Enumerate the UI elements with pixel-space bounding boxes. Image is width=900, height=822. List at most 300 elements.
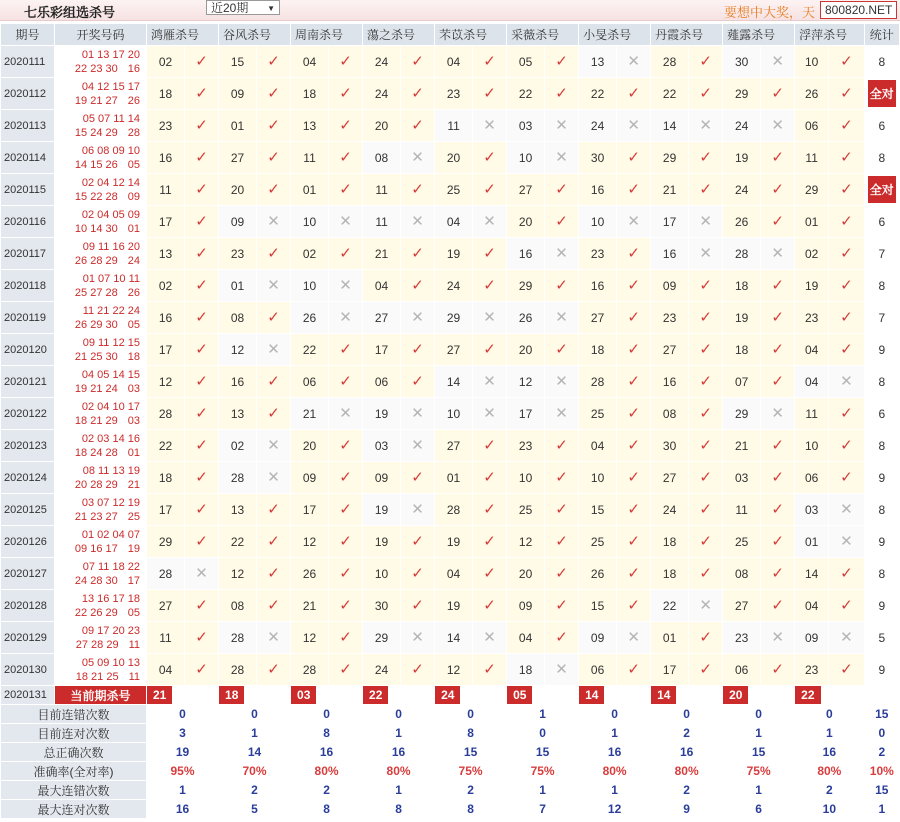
cross-icon: ✕ bbox=[761, 622, 795, 654]
spacer-cell bbox=[689, 686, 723, 705]
kill-number-cell: 26 bbox=[291, 302, 329, 334]
stat-value: 80% bbox=[579, 762, 651, 781]
kill-number-cell: 19 bbox=[435, 526, 473, 558]
check-icon: ✓ bbox=[689, 430, 723, 462]
kill-number-cell: 02 bbox=[795, 238, 829, 270]
cross-icon: ✕ bbox=[473, 302, 507, 334]
kill-number-cell: 29 bbox=[147, 526, 185, 558]
special-number: 03 bbox=[127, 382, 140, 395]
kill-number-cell: 29 bbox=[723, 78, 761, 110]
count-cell: 9 bbox=[864, 590, 899, 622]
cross-icon: ✕ bbox=[829, 622, 864, 654]
check-icon: ✓ bbox=[761, 206, 795, 238]
stat-total: 1 bbox=[864, 800, 899, 819]
check-icon: ✓ bbox=[617, 526, 651, 558]
draw-numbers-cell bbox=[55, 174, 147, 206]
spacer-cell bbox=[617, 686, 651, 705]
check-icon: ✓ bbox=[473, 334, 507, 366]
check-icon: ✓ bbox=[473, 174, 507, 206]
check-icon: ✓ bbox=[617, 558, 651, 590]
stat-value: 1 bbox=[579, 781, 651, 800]
cross-icon: ✕ bbox=[829, 366, 864, 398]
kill-number-cell: 18 bbox=[723, 334, 761, 366]
column-header: 芣苡杀号 bbox=[435, 24, 507, 46]
kill-number-cell: 03 bbox=[723, 462, 761, 494]
kill-number-cell: 10 bbox=[507, 142, 545, 174]
special-number: 05 bbox=[127, 318, 140, 331]
kill-number-cell: 01 bbox=[291, 174, 329, 206]
stat-value: 0 bbox=[723, 705, 795, 724]
kill-number-cell: 19 bbox=[723, 302, 761, 334]
stat-value: 1 bbox=[363, 781, 435, 800]
period-cell: 2020125 bbox=[1, 494, 55, 526]
kill-number-cell: 18 bbox=[507, 654, 545, 686]
spacer-cell bbox=[473, 686, 507, 705]
kill-number-cell: 01 bbox=[219, 270, 257, 302]
count-cell bbox=[864, 78, 899, 110]
spacer-cell bbox=[545, 686, 579, 705]
cross-icon: ✕ bbox=[689, 110, 723, 142]
count-cell: 9 bbox=[864, 526, 899, 558]
cross-icon: ✕ bbox=[473, 622, 507, 654]
cross-icon: ✕ bbox=[617, 110, 651, 142]
brand-badge[interactable]: 800820.NET bbox=[820, 1, 897, 19]
check-icon: ✓ bbox=[329, 142, 363, 174]
stat-value: 1 bbox=[363, 724, 435, 743]
current-kill-badge: 05 bbox=[507, 686, 532, 704]
period-cell: 2020115 bbox=[1, 174, 55, 206]
draw-numbers-cell bbox=[55, 654, 147, 686]
special-number: 01 bbox=[127, 446, 140, 459]
check-icon: ✓ bbox=[401, 462, 435, 494]
kill-number-cell: 19 bbox=[363, 526, 401, 558]
period-cell: 2020128 bbox=[1, 590, 55, 622]
check-icon: ✓ bbox=[257, 110, 291, 142]
check-icon: ✓ bbox=[761, 654, 795, 686]
special-number: 26 bbox=[127, 286, 140, 299]
check-icon: ✓ bbox=[329, 366, 363, 398]
kill-number-cell: 27 bbox=[219, 142, 257, 174]
check-icon: ✓ bbox=[689, 334, 723, 366]
stat-total: 15 bbox=[864, 781, 899, 800]
period-cell: 2020124 bbox=[1, 462, 55, 494]
column-header: 薤露杀号 bbox=[723, 24, 795, 46]
kill-number-cell: 27 bbox=[579, 302, 617, 334]
kill-number-cell: 17 bbox=[147, 206, 185, 238]
stat-value: 0 bbox=[147, 705, 219, 724]
stat-value: 0 bbox=[219, 705, 291, 724]
count-cell: 8 bbox=[864, 270, 899, 302]
column-header: 开奖号码 bbox=[55, 24, 147, 46]
check-icon: ✓ bbox=[829, 78, 864, 110]
kill-number-cell: 01 bbox=[651, 622, 689, 654]
stat-value: 2 bbox=[291, 781, 363, 800]
count-cell bbox=[864, 174, 899, 206]
kill-number-cell: 22 bbox=[651, 590, 689, 622]
kill-number-cell: 12 bbox=[435, 654, 473, 686]
stat-row bbox=[1, 762, 900, 781]
cross-icon: ✕ bbox=[401, 398, 435, 430]
stat-value: 75% bbox=[723, 762, 795, 781]
check-icon: ✓ bbox=[761, 302, 795, 334]
draw-numbers-cell bbox=[55, 494, 147, 526]
draw-line bbox=[55, 638, 140, 652]
check-icon: ✓ bbox=[689, 558, 723, 590]
count-cell: 8 bbox=[864, 142, 899, 174]
count-cell: 6 bbox=[864, 206, 899, 238]
kill-number-cell: 15 bbox=[579, 494, 617, 526]
check-icon: ✓ bbox=[617, 270, 651, 302]
stat-value: 2 bbox=[435, 781, 507, 800]
table-row bbox=[1, 398, 900, 430]
special-number: 05 bbox=[127, 606, 140, 619]
table-row bbox=[1, 462, 900, 494]
draw-line bbox=[55, 606, 140, 620]
kill-number-cell: 16 bbox=[651, 238, 689, 270]
current-kill-number bbox=[435, 686, 473, 705]
column-header: 蕩之杀号 bbox=[363, 24, 435, 46]
kill-number-cell: 01 bbox=[795, 526, 829, 558]
kill-number-cell: 10 bbox=[795, 46, 829, 78]
check-icon: ✓ bbox=[329, 46, 363, 78]
kill-number-cell: 09 bbox=[291, 462, 329, 494]
special-number: 25 bbox=[127, 510, 140, 523]
check-icon: ✓ bbox=[545, 526, 579, 558]
check-icon: ✓ bbox=[689, 494, 723, 526]
kill-number-cell: 20 bbox=[363, 110, 401, 142]
kill-number-cell: 26 bbox=[507, 302, 545, 334]
check-icon: ✓ bbox=[329, 526, 363, 558]
cross-icon: ✕ bbox=[761, 46, 795, 78]
current-kill-badge: 14 bbox=[579, 686, 604, 704]
check-icon: ✓ bbox=[545, 46, 579, 78]
current-kill-badge: 24 bbox=[435, 686, 460, 704]
check-icon: ✓ bbox=[257, 558, 291, 590]
kill-number-cell: 19 bbox=[435, 590, 473, 622]
draw-main: 14 15 26 bbox=[74, 158, 118, 171]
current-period-row bbox=[1, 686, 900, 705]
check-icon: ✓ bbox=[689, 398, 723, 430]
check-icon: ✓ bbox=[401, 654, 435, 686]
check-icon: ✓ bbox=[185, 110, 219, 142]
kill-number-cell: 27 bbox=[147, 590, 185, 622]
draw-line bbox=[55, 350, 140, 364]
stat-value: 5 bbox=[219, 800, 291, 819]
kill-number-cell: 29 bbox=[651, 142, 689, 174]
check-icon: ✓ bbox=[257, 526, 291, 558]
draw-numbers-cell bbox=[55, 462, 147, 494]
kill-number-cell: 25 bbox=[435, 174, 473, 206]
check-icon: ✓ bbox=[829, 270, 864, 302]
cross-icon: ✕ bbox=[545, 110, 579, 142]
kill-number-cell: 30 bbox=[363, 590, 401, 622]
draw-line: 02 04 10 17 bbox=[81, 400, 140, 413]
check-icon: ✓ bbox=[401, 174, 435, 206]
draw-line: 01 02 04 07 bbox=[81, 528, 140, 541]
check-icon: ✓ bbox=[329, 110, 363, 142]
draw-main: 10 14 30 bbox=[74, 222, 118, 235]
table-row bbox=[1, 302, 900, 334]
kill-number-cell: 21 bbox=[291, 590, 329, 622]
column-header: 小旻杀号 bbox=[579, 24, 651, 46]
cross-icon: ✕ bbox=[401, 494, 435, 526]
draw-line bbox=[55, 222, 140, 236]
check-icon: ✓ bbox=[829, 430, 864, 462]
kill-number-cell: 16 bbox=[507, 238, 545, 270]
stat-value: 8 bbox=[363, 800, 435, 819]
table-row bbox=[1, 622, 900, 654]
current-kill-badge: 22 bbox=[363, 686, 388, 704]
stat-total: 0 bbox=[864, 724, 899, 743]
check-icon: ✓ bbox=[329, 334, 363, 366]
kill-number-cell: 13 bbox=[579, 46, 617, 78]
stat-value: 0 bbox=[579, 705, 651, 724]
kill-number-cell: 13 bbox=[219, 398, 257, 430]
stat-label: 总正确次数 bbox=[1, 743, 147, 762]
current-kill-number bbox=[291, 686, 329, 705]
column-header: 周南杀号 bbox=[291, 24, 363, 46]
draw-line bbox=[55, 190, 140, 204]
kill-number-cell: 11 bbox=[363, 174, 401, 206]
draw-line bbox=[55, 94, 140, 108]
kill-number-cell: 16 bbox=[219, 366, 257, 398]
stat-value: 15 bbox=[723, 743, 795, 762]
draw-main: 26 29 30 bbox=[74, 318, 118, 331]
count-cell: 5 bbox=[864, 622, 899, 654]
check-icon: ✓ bbox=[829, 398, 864, 430]
special-number: 16 bbox=[127, 62, 140, 75]
stat-value: 6 bbox=[723, 800, 795, 819]
check-icon: ✓ bbox=[185, 142, 219, 174]
stat-value: 19 bbox=[147, 743, 219, 762]
draw-main: 27 28 29 bbox=[75, 638, 119, 651]
kill-number-cell: 02 bbox=[219, 430, 257, 462]
cross-icon: ✕ bbox=[257, 462, 291, 494]
cross-icon: ✕ bbox=[545, 142, 579, 174]
draw-main: 24 28 30 bbox=[74, 574, 118, 587]
kill-number-cell: 16 bbox=[147, 142, 185, 174]
stat-value: 1 bbox=[147, 781, 219, 800]
kill-number-cell: 01 bbox=[219, 110, 257, 142]
kill-number-cell: 12 bbox=[291, 526, 329, 558]
kill-number-cell: 19 bbox=[795, 270, 829, 302]
kill-number-cell: 08 bbox=[723, 558, 761, 590]
kill-number-cell: 21 bbox=[291, 398, 329, 430]
check-icon: ✓ bbox=[617, 302, 651, 334]
kill-number-cell: 28 bbox=[291, 654, 329, 686]
period-cell: 2020122 bbox=[1, 398, 55, 430]
check-icon: ✓ bbox=[617, 366, 651, 398]
kill-number-cell: 06 bbox=[363, 366, 401, 398]
special-number: 11 bbox=[128, 670, 140, 683]
period-cell: 2020130 bbox=[1, 654, 55, 686]
chevron-down-icon: ▼ bbox=[267, 4, 275, 13]
check-icon: ✓ bbox=[185, 302, 219, 334]
draw-line bbox=[55, 670, 140, 684]
check-icon: ✓ bbox=[185, 238, 219, 270]
draw-main: 26 28 29 bbox=[74, 254, 118, 267]
kill-number-cell: 22 bbox=[291, 334, 329, 366]
cross-icon: ✕ bbox=[401, 206, 435, 238]
cross-icon: ✕ bbox=[689, 206, 723, 238]
draw-line bbox=[55, 286, 140, 300]
check-icon: ✓ bbox=[761, 78, 795, 110]
check-icon: ✓ bbox=[185, 46, 219, 78]
check-icon: ✓ bbox=[473, 238, 507, 270]
check-icon: ✓ bbox=[761, 558, 795, 590]
stat-value: 7 bbox=[507, 800, 579, 819]
kill-number-cell: 24 bbox=[579, 110, 617, 142]
kill-number-cell: 28 bbox=[723, 238, 761, 270]
kill-number-cell: 25 bbox=[579, 526, 617, 558]
stat-value: 75% bbox=[507, 762, 579, 781]
column-header: 丹霞杀号 bbox=[651, 24, 723, 46]
check-icon: ✓ bbox=[329, 78, 363, 110]
draw-numbers-cell bbox=[55, 590, 147, 622]
check-icon: ✓ bbox=[257, 654, 291, 686]
kill-number-cell: 09 bbox=[579, 622, 617, 654]
stat-value: 15 bbox=[435, 743, 507, 762]
check-icon: ✓ bbox=[257, 398, 291, 430]
check-icon: ✓ bbox=[473, 46, 507, 78]
draw-line bbox=[55, 414, 140, 428]
check-icon: ✓ bbox=[185, 430, 219, 462]
kill-number-cell: 10 bbox=[363, 558, 401, 590]
kill-number-cell: 23 bbox=[507, 430, 545, 462]
draw-main: 25 27 28 bbox=[74, 286, 118, 299]
current-kill-number bbox=[795, 686, 829, 705]
check-icon: ✓ bbox=[185, 654, 219, 686]
kill-number-cell: 26 bbox=[291, 558, 329, 590]
column-header: 谷风杀号 bbox=[219, 24, 291, 46]
kill-number-cell: 07 bbox=[723, 366, 761, 398]
draw-numbers-cell bbox=[55, 558, 147, 590]
kill-number-cell: 06 bbox=[291, 366, 329, 398]
period-range-select[interactable] bbox=[206, 0, 280, 15]
kill-number-cell: 13 bbox=[147, 238, 185, 270]
period-cell: 2020126 bbox=[1, 526, 55, 558]
kill-number-cell: 10 bbox=[507, 462, 545, 494]
check-icon: ✓ bbox=[257, 174, 291, 206]
cross-icon: ✕ bbox=[329, 270, 363, 302]
stat-value: 1 bbox=[723, 724, 795, 743]
stat-value: 75% bbox=[435, 762, 507, 781]
draw-line bbox=[55, 510, 140, 524]
stat-value: 80% bbox=[651, 762, 723, 781]
check-icon: ✓ bbox=[185, 366, 219, 398]
check-icon: ✓ bbox=[185, 174, 219, 206]
spacer-cell bbox=[257, 686, 291, 705]
stat-value: 16 bbox=[795, 743, 864, 762]
kill-number-cell: 22 bbox=[651, 78, 689, 110]
kill-number-cell: 23 bbox=[795, 654, 829, 686]
special-number: 05 bbox=[127, 158, 140, 171]
check-icon: ✓ bbox=[829, 206, 864, 238]
count-cell: 8 bbox=[864, 46, 899, 78]
kill-number-cell: 10 bbox=[435, 398, 473, 430]
kill-number-cell: 17 bbox=[651, 654, 689, 686]
cross-icon: ✕ bbox=[545, 398, 579, 430]
kill-number-cell: 12 bbox=[147, 366, 185, 398]
special-number: 01 bbox=[127, 222, 140, 235]
current-kill-badge: 03 bbox=[291, 686, 316, 704]
check-icon: ✓ bbox=[829, 110, 864, 142]
check-icon: ✓ bbox=[761, 366, 795, 398]
cross-icon: ✕ bbox=[257, 622, 291, 654]
stat-value: 0 bbox=[291, 705, 363, 724]
kill-number-cell: 11 bbox=[795, 398, 829, 430]
draw-line: 02 03 14 16 bbox=[81, 432, 140, 445]
stat-total: 2 bbox=[864, 743, 899, 762]
draw-main: 22 23 30 bbox=[74, 62, 118, 75]
check-icon: ✓ bbox=[545, 174, 579, 206]
check-icon: ✓ bbox=[617, 398, 651, 430]
special-number: 19 bbox=[127, 542, 140, 555]
period-cell: 2020119 bbox=[1, 302, 55, 334]
kill-number-cell: 27 bbox=[435, 430, 473, 462]
cross-icon: ✕ bbox=[473, 110, 507, 142]
all-correct-badge: 全对 bbox=[868, 80, 896, 107]
kill-number-cell: 23 bbox=[651, 302, 689, 334]
kill-number-cell: 17 bbox=[147, 494, 185, 526]
current-kill-label: 当前期杀号 bbox=[55, 686, 147, 705]
stat-row bbox=[1, 705, 900, 724]
check-icon: ✓ bbox=[689, 526, 723, 558]
kill-number-cell: 09 bbox=[507, 590, 545, 622]
kill-number-cell: 12 bbox=[507, 526, 545, 558]
kill-number-cell: 21 bbox=[363, 238, 401, 270]
cross-icon: ✕ bbox=[185, 558, 219, 590]
check-icon: ✓ bbox=[689, 622, 723, 654]
kill-number-cell: 29 bbox=[363, 622, 401, 654]
current-kill-badge: 14 bbox=[651, 686, 676, 704]
table-row bbox=[1, 430, 900, 462]
draw-line: 04 05 14 15 bbox=[81, 368, 140, 381]
kill-number-cell: 19 bbox=[363, 494, 401, 526]
kill-number-cell: 21 bbox=[723, 430, 761, 462]
kill-number-cell: 04 bbox=[435, 558, 473, 590]
check-icon: ✓ bbox=[829, 302, 864, 334]
period-cell: 2020111 bbox=[1, 46, 55, 78]
check-icon: ✓ bbox=[401, 110, 435, 142]
stat-value: 8 bbox=[291, 800, 363, 819]
period-cell: 2020121 bbox=[1, 366, 55, 398]
table-row bbox=[1, 270, 900, 302]
kill-number-cell: 26 bbox=[795, 78, 829, 110]
column-header: 浮萍杀号 bbox=[795, 24, 864, 46]
draw-line bbox=[55, 158, 140, 172]
kill-number-cell: 08 bbox=[363, 142, 401, 174]
cross-icon: ✕ bbox=[761, 398, 795, 430]
check-icon: ✓ bbox=[185, 78, 219, 110]
kill-number-cell: 20 bbox=[507, 334, 545, 366]
stat-value: 95% bbox=[147, 762, 219, 781]
check-icon: ✓ bbox=[185, 206, 219, 238]
kill-number-cell: 11 bbox=[147, 622, 185, 654]
draw-main: 21 23 27 bbox=[74, 510, 118, 523]
check-icon: ✓ bbox=[473, 654, 507, 686]
current-kill-badge: 18 bbox=[219, 686, 244, 704]
kill-number-cell: 09 bbox=[219, 78, 257, 110]
kill-number-cell: 20 bbox=[291, 430, 329, 462]
table-row bbox=[1, 334, 900, 366]
kill-number-cell: 17 bbox=[363, 334, 401, 366]
draw-numbers-cell bbox=[55, 142, 147, 174]
check-icon: ✓ bbox=[545, 206, 579, 238]
check-icon: ✓ bbox=[545, 334, 579, 366]
kill-number-cell: 04 bbox=[507, 622, 545, 654]
draw-main: 18 24 28 bbox=[74, 446, 118, 459]
